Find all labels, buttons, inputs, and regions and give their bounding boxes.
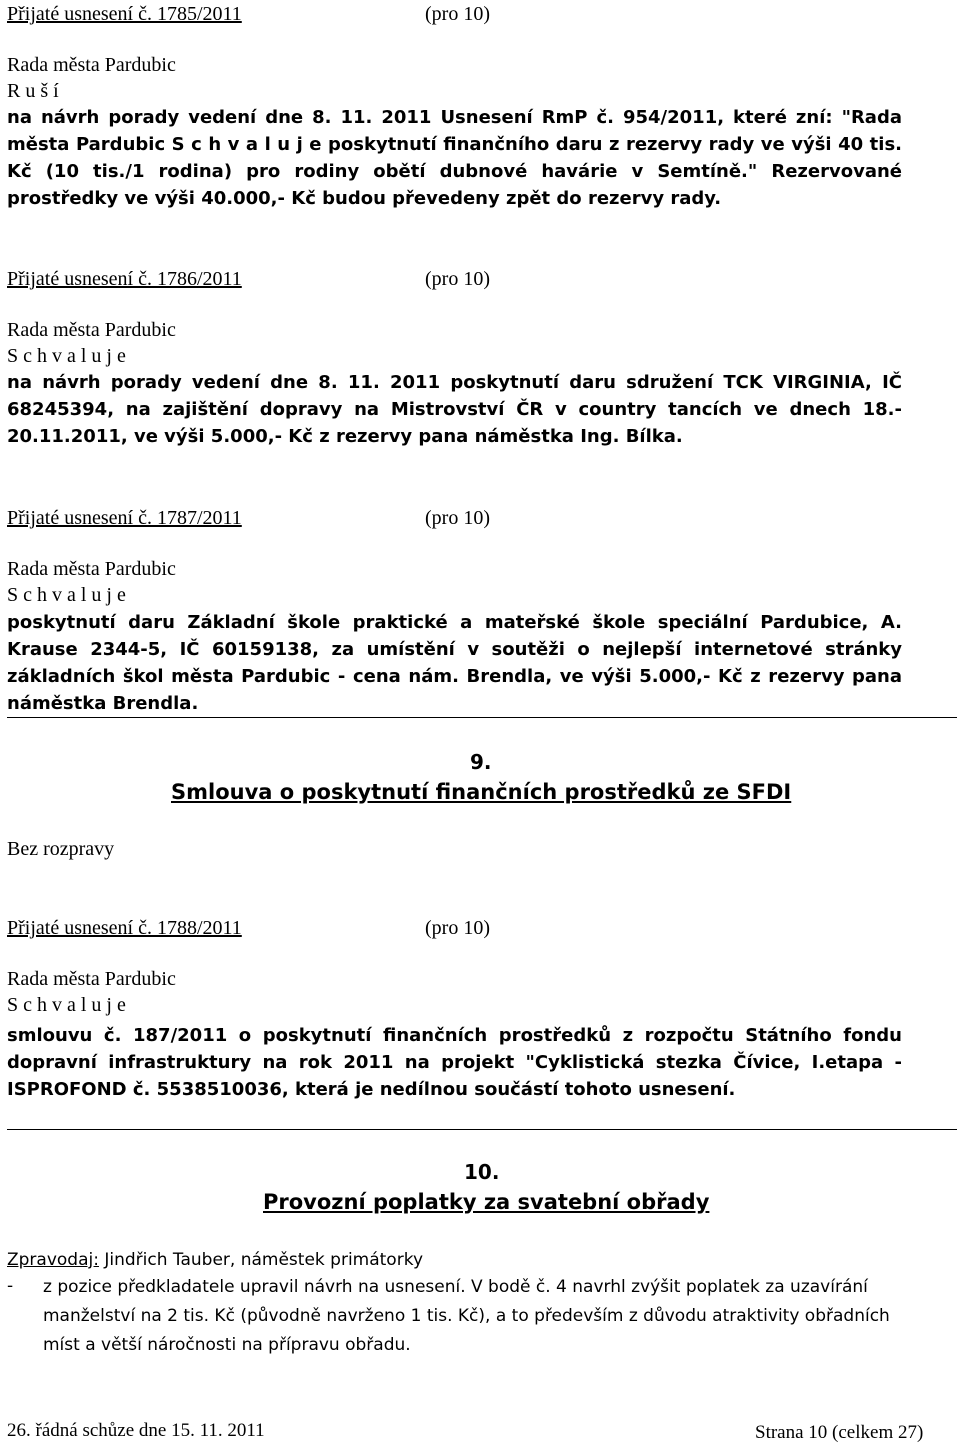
resolution-heading: Přijaté usnesení č. 1787/2011 (7, 507, 242, 529)
resolution-vote: (pro 10) (425, 917, 490, 939)
reporter-label: Zpravodaj: (7, 1250, 99, 1270)
section-number: 9. (470, 750, 492, 774)
resolution-heading: Přijaté usnesení č. 1786/2011 (7, 268, 242, 290)
resolution-text: smlouvu č. 187/2011 o poskytnutí finančních prostředků z rozpočtu Státního fondu dopravní infrastruktury na rok 2011 na projekt "Cyklistická stezka Čívice, I.etapa - ISPROFOND č. 5538510036, která je nedílnou součástí tohoto usnesení. (7, 1025, 902, 1100)
resolution-text: poskytnutí daru Základní škole praktické a mateřské škole speciální Pardubice, A. Krause 2344-5, IČ 60159138, za umístění v soutěži o nejlepší internetové stránky základních škol města Pardubic - cena nám. Brendla, ve výši 5.000,- Kč z rezervy pana náměstka Brendla. (7, 612, 902, 714)
resolution-action: S c h v a l u j e (7, 994, 126, 1016)
footer-right: Strana 10 (celkem 27) (755, 1422, 924, 1443)
resolution-vote: (pro 10) (425, 268, 490, 290)
resolution-body: Rada města Pardubic (7, 54, 176, 76)
section-divider (7, 717, 957, 718)
reporter-name: Jindřich Tauber, náměstek primátorky (104, 1250, 424, 1270)
bullet-text: z pozice předkladatele upravil návrh na usnesení. V bodě č. 4 navrhl zvýšit poplatek za uzavírání manželství na 2 tis. Kč (původně navrženo 1 tis. Kč), a to především z důvodu atraktivity obřadních míst a větší náročnosti na přípravu obřadu. (43, 1277, 890, 1355)
resolution-body: Rada města Pardubic (7, 319, 176, 341)
resolution-vote: (pro 10) (425, 3, 490, 25)
bullet-dash: - (7, 1276, 14, 1296)
section-number: 10. (464, 1160, 500, 1184)
section-title: Smlouva o poskytnutí finančních prostředků ze SFDI (171, 780, 792, 804)
footer-left: 26. řádná schůze dne 15. 11. 2011 (7, 1420, 265, 1441)
section-note: Bez rozpravy (7, 838, 115, 860)
section-title: Provozní poplatky za svatební obřady (263, 1190, 710, 1214)
resolution-body: Rada města Pardubic (7, 968, 176, 990)
resolution-vote: (pro 10) (425, 507, 490, 529)
resolution-heading: Přijaté usnesení č. 1788/2011 (7, 917, 242, 939)
resolution-text: na návrh porady vedení dne 8. 11. 2011 Usnesení RmP č. 954/2011, které zní: "Rada města Pardubic S c h v a l u j e poskytnutí finančního daru z rezervy rady ve výši 40 tis. Kč (10 tis./1 rodina) pro rodiny obětí dubnové havárie v Semtíně." Rezervované prostředky ve výši 40.000,- Kč budou převedeny zpět do rezervy rady. (7, 107, 902, 209)
section-divider (7, 1129, 957, 1130)
reporter-line (7, 1250, 423, 1270)
resolution-body: Rada města Pardubic (7, 558, 176, 580)
resolution-heading: Přijaté usnesení č. 1785/2011 (7, 3, 242, 25)
resolution-action: R u š í (7, 80, 59, 102)
resolution-action: S c h v a l u j e (7, 345, 126, 367)
resolution-action: S c h v a l u j e (7, 584, 126, 606)
resolution-text: na návrh porady vedení dne 8. 11. 2011 poskytnutí daru sdružení TCK VIRGINIA, IČ 68245394, na zajištění dopravy na Mistrovství ČR v country tancích ve dnech 18.- 20.11.2011, ve výši 5.000,- Kč z rezervy pana náměstka Ing. Bílka. (7, 372, 902, 447)
